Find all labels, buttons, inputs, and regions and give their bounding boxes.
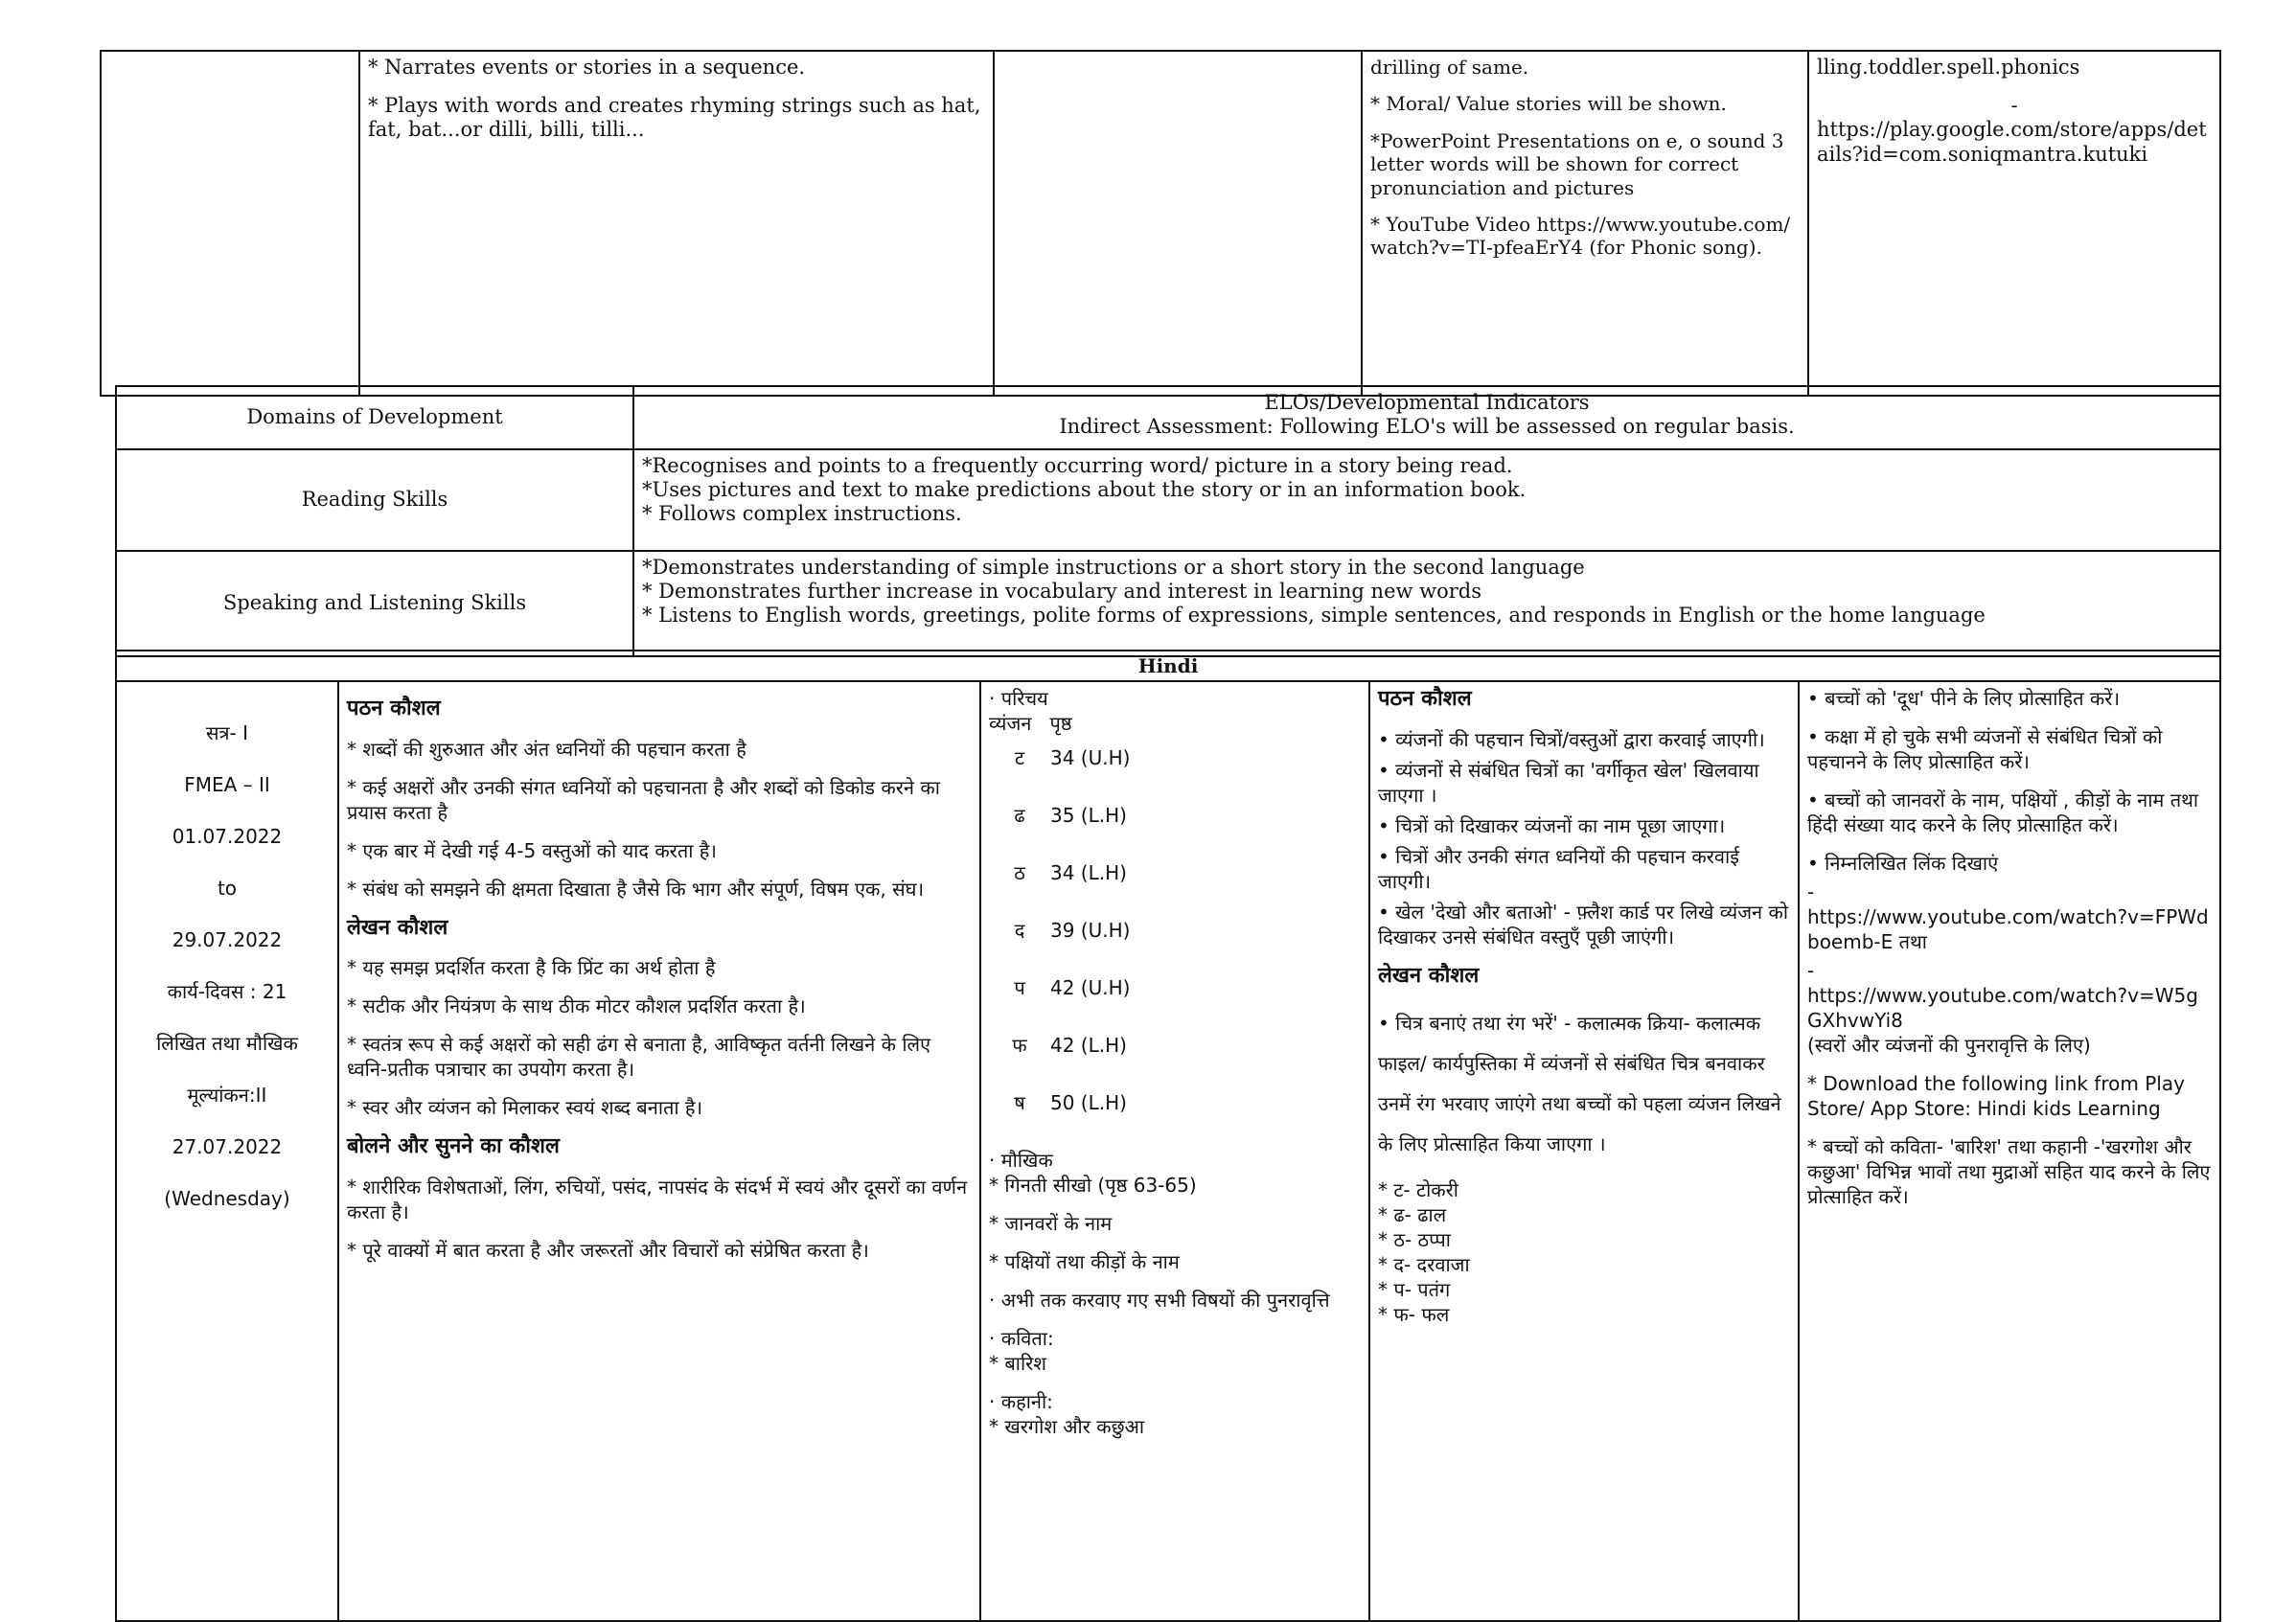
page-ref: 34 (U.H) bbox=[1050, 746, 1131, 769]
poem-label: · कविता: bbox=[989, 1327, 1054, 1350]
elo-item: * कई अक्षरों और उनकी संगत ध्वनियों को पहचानता है और शब्दों को डिकोड करने का प्रयास करता है bbox=[347, 775, 940, 824]
elo-item: * Demonstrates further increase in vocabulary and interest in learning new words bbox=[642, 580, 1482, 604]
consonant-example-list bbox=[1378, 1177, 1790, 1327]
dash-separator: - bbox=[1807, 880, 1815, 903]
consonant: ढ bbox=[1014, 804, 1025, 827]
elo-item: * संबंध को समझने की क्षमता दिखाता है जैसे कि भाग और संपूर्ण, विषम एक, संघ। bbox=[347, 877, 925, 901]
parent-tip: • बच्चों को 'दूध' पीने के लिए प्रोत्साहित करें। bbox=[1807, 687, 2121, 710]
page-ref: 42 (L.H) bbox=[1050, 1034, 1127, 1057]
evaluation-type: लिखित तथा मौखिक bbox=[156, 1032, 298, 1055]
example-item: * ठ- ठप्पा bbox=[1378, 1228, 1451, 1252]
writing-activity: • चित्र बनाएं तथा रंग भरें' - कलात्मक क्रिया- कलात्मक फाइल/ कार्यपुस्तिका में व्यंजनों से संबंधित चित्र बनवाकर उनमें रंग भरवाए जाएंगे तथा बच्चों को पहला व्यंजन लिखने के लिए प्रोत्साहित किया जाएगा । bbox=[1378, 1012, 1781, 1156]
elo-item: * शब्दों की शुरुआत और अंत ध्वनियों की पहचान करता है bbox=[347, 737, 746, 761]
consonant-row bbox=[989, 1090, 1361, 1115]
hindi-section-title: Hindi bbox=[116, 651, 2220, 681]
activity-reading-title: पठन कौशल bbox=[1378, 687, 1472, 711]
session-label: सत्र- I bbox=[205, 721, 249, 744]
elo-item: * सटीक और नियंत्रण के साथ ठीक मोटर कौशल प्रदर्शित करता है। bbox=[347, 994, 806, 1018]
domain-reading: Reading Skills bbox=[116, 449, 633, 551]
elo-item: * Listens to English words, greetings, polite forms of expressions, simple sentences, and responds in English or the home language bbox=[642, 604, 1986, 628]
elo-item: *Recognises and points to a frequently occurring word/ picture in a story being read. bbox=[642, 454, 1513, 477]
speaking-skill-title: बोलने और सुनने का कौशल bbox=[347, 1134, 560, 1159]
consonant-row bbox=[989, 803, 1361, 828]
page-ref: 34 (L.H) bbox=[1050, 861, 1127, 884]
story-name: * खरगोश और कछुआ bbox=[989, 1415, 1145, 1438]
consonant: प bbox=[1014, 976, 1025, 999]
reading-elo-list bbox=[633, 449, 2220, 551]
objective-item: * Plays with words and creates rhyming strings such as hat, fat, bat...or dilli, billi, tilli... bbox=[368, 93, 981, 142]
elo-item: * स्वतंत्र रूप से कई अक्षरों को सही ढंग से बनाता है, आविष्कृत वर्तनी लिखने के लिए ध्वनि-प्रतीक पत्राचार का उपयोग करता है। bbox=[347, 1033, 931, 1082]
evaluation-label: मूल्यांकन:II bbox=[187, 1084, 267, 1107]
consonant-page-header: व्यंजन पृष्ठ bbox=[989, 712, 1072, 735]
activity-item: • व्यंजनों से संबंधित चित्रों का 'वर्गीकृत खेल' खिलवाया जाएगा । bbox=[1378, 758, 1759, 807]
example-item: * ट- टोकरी bbox=[1378, 1178, 1458, 1202]
elo-row-speaking bbox=[116, 551, 2220, 656]
consonant-row bbox=[989, 860, 1361, 885]
consonant: ठ bbox=[1014, 861, 1025, 884]
consonant-row bbox=[989, 745, 1361, 770]
page-ref: 39 (U.H) bbox=[1050, 919, 1131, 942]
elo-header bbox=[633, 386, 2220, 449]
activity-item: *PowerPoint Presentations on e, o sound 3 letter words will be shown for correct pronunciation and pictures bbox=[1370, 128, 1784, 199]
domain-header: Domains of Development bbox=[116, 386, 633, 449]
consonant-row bbox=[989, 918, 1361, 943]
oral-label: · मौखिक bbox=[989, 1149, 1053, 1172]
activity-writing-title: लेखन कौशल bbox=[1378, 963, 1480, 988]
reading-skill-title: पठन कौशल bbox=[347, 697, 441, 720]
to-label: to bbox=[217, 877, 238, 900]
page-ref: 35 (L.H) bbox=[1050, 804, 1127, 827]
play-store-link[interactable]: https://play.google.com/store/apps/details?id=com.soniqmantra.kutuki bbox=[1817, 118, 2207, 166]
activity-item: • खेल 'देखो और बताओ' - फ़्लैश कार्ड पर लिखे व्यंजन को दिखाकर उनसे संबंधित वस्तुएँ पूछी जाएंगी। bbox=[1378, 900, 1789, 948]
consonant: ट bbox=[1014, 746, 1025, 769]
consonant-row bbox=[989, 975, 1361, 1000]
activity-item: • चित्रों को दिखाकर व्यंजनों का नाम पूछा जाएगा। bbox=[1378, 813, 1726, 837]
elo-item: * शारीरिक विशेषताओं, लिंग, रुचियों, पसंद, नापसंद के संदर्भ में स्वयं और दूसरों का वर्णन करता है। bbox=[347, 1175, 968, 1223]
hindi-elo-cell bbox=[338, 681, 980, 1621]
download-note: * Download the following link from Play Store/ App Store: Hindi kids Learning bbox=[1807, 1072, 2185, 1120]
page-ref: 42 (U.H) bbox=[1050, 976, 1131, 999]
hindi-content-cell bbox=[980, 681, 1369, 1621]
youtube-link[interactable]: https://www.youtube.com/watch?v=W5gGXhvwYi8 bbox=[1807, 984, 2198, 1032]
elo-header-row bbox=[116, 386, 2220, 449]
english-plan-table bbox=[100, 50, 2221, 397]
hindi-activity-cell bbox=[1369, 681, 1799, 1621]
activity-item: • चित्रों और उनकी संगत ध्वनियों की पहचान करवाई जाएगी। bbox=[1378, 844, 1740, 893]
hindi-plan-row bbox=[116, 681, 2220, 1621]
activity-item: * Moral/ Value stories will be shown. bbox=[1370, 92, 1727, 116]
elo-row-reading bbox=[116, 449, 2220, 551]
elo-item: * एक बार में देखी गई 4-5 वस्तुओं को याद करता है। bbox=[347, 838, 717, 862]
assessment-label: FMEA – II bbox=[184, 773, 270, 796]
consonant: फ bbox=[1012, 1034, 1027, 1057]
elo-item: * पूरे वाक्यों में बात करता है और जरूरतों और विचारों को संप्रेषित करता है। bbox=[347, 1238, 869, 1262]
parent-tip: • निम्नलिखित लिंक दिखाएं bbox=[1807, 852, 1999, 875]
consonant: द bbox=[1014, 919, 1025, 942]
activity-item: drilling of same. bbox=[1370, 56, 1529, 79]
consonant-row bbox=[989, 1033, 1361, 1058]
story-label: · कहानी: bbox=[989, 1390, 1053, 1413]
domain-speaking: Speaking and Listening Skills bbox=[116, 551, 633, 656]
intro-label: · परिचय bbox=[989, 687, 1048, 710]
elo-item: *Demonstrates understanding of simple instructions or a short story in the second language bbox=[642, 556, 1585, 579]
start-date: 01.07.2022 bbox=[172, 825, 283, 848]
dash-separator: - bbox=[2010, 93, 2018, 117]
elo-table bbox=[115, 385, 2221, 657]
hindi-parents-cell bbox=[1799, 681, 2220, 1621]
end-date: 29.07.2022 bbox=[172, 928, 283, 951]
page-ref: 50 (L.H) bbox=[1050, 1091, 1127, 1114]
oral-item: * पक्षियों तथा कीड़ों के नाम bbox=[989, 1250, 1180, 1273]
elo-item: *Uses pictures and text to make predictions about the story or in an information book. bbox=[642, 478, 1527, 502]
evaluation-date: 27.07.2022 bbox=[172, 1135, 283, 1158]
example-item: * फ- फल bbox=[1378, 1303, 1450, 1327]
empty-session-cell bbox=[101, 51, 359, 396]
parent-tip: • बच्चों को जानवरों के नाम, पक्षियों , कीड़ों के नाम तथा हिंदी संख्या याद करने के लिए प्रोत्साहित करें। bbox=[1807, 788, 2199, 836]
speaking-elo-list bbox=[633, 551, 2220, 656]
youtube-link-item[interactable]: * YouTube Video https://www.youtube.com/watch?v=TI-pfeaErY4 (for Phonic song). bbox=[1370, 212, 1791, 260]
empty-content-cell bbox=[994, 51, 1362, 396]
writing-skill-title: लेखन कौशल bbox=[347, 915, 448, 940]
elo-item: * Follows complex instructions. bbox=[642, 502, 962, 526]
elo-item: * स्वर और व्यंजन को मिलाकर स्वयं शब्द बनाता है। bbox=[347, 1096, 703, 1120]
hindi-plan-table bbox=[115, 650, 2221, 1622]
link-fragment[interactable]: lling.toddler.spell.phonics bbox=[1817, 56, 2080, 79]
objective-item: * Narrates events or stories in a sequence. bbox=[368, 56, 806, 79]
english-plan-row bbox=[101, 51, 2220, 396]
elo-header-subtitle: Indirect Assessment: Following ELO's will be assessed on regular basis. bbox=[1059, 415, 1795, 439]
elo-item: * यह समझ प्रदर्शित करता है कि प्रिंट का अर्थ होता है bbox=[347, 956, 716, 980]
youtube-link[interactable]: https://www.youtube.com/watch?v=FPWdboemb-E तथा bbox=[1807, 905, 2209, 953]
english-links-cell bbox=[1808, 51, 2220, 396]
consonant: ष bbox=[1014, 1091, 1025, 1114]
oral-item: · अभी तक करवाए गए सभी विषयों की पुनरावृत्ति bbox=[989, 1289, 1330, 1312]
example-item: * ढ- ढाल bbox=[1378, 1203, 1447, 1227]
link-purpose: (स्वरों और व्यंजनों की पुनरावृत्ति के लिए) bbox=[1807, 1034, 2091, 1057]
session-cell bbox=[116, 681, 338, 1621]
english-objectives-cell bbox=[359, 51, 994, 396]
activity-item: • व्यंजनों की पहचान चित्रों/वस्तुओं द्वारा करवाई जाएगी। bbox=[1378, 727, 1765, 751]
poem-name: * बारिश bbox=[989, 1352, 1046, 1375]
example-item: * प- पतंग bbox=[1378, 1278, 1451, 1302]
example-item: * द- दरवाजा bbox=[1378, 1253, 1470, 1277]
evaluation-day: (Wednesday) bbox=[164, 1187, 290, 1210]
dash-separator: - bbox=[1807, 959, 1815, 982]
english-activities-cell bbox=[1362, 51, 1808, 396]
working-days: कार्य-दिवस : 21 bbox=[167, 980, 287, 1003]
hindi-title-row bbox=[116, 651, 2220, 681]
poem-story-note: * बच्चों को कविता- 'बारिश' तथा कहानी -'खरगोश और कछुआ' विभिन्न भावों तथा मुद्राओं सहित याद करने के लिए प्रोत्साहित करें। bbox=[1807, 1135, 2211, 1208]
oral-item: * जानवरों के नाम bbox=[989, 1212, 1113, 1235]
oral-item: * गिनती सीखो (पृष्ठ 63-65) bbox=[989, 1174, 1197, 1197]
parent-tip: • कक्षा में हो चुके सभी व्यंजनों से संबंधित चित्रों को पहचानने के लिए प्रोत्साहित करें। bbox=[1807, 725, 2163, 773]
elo-header-title: ELOs/Developmental Indicators bbox=[1264, 391, 1590, 414]
